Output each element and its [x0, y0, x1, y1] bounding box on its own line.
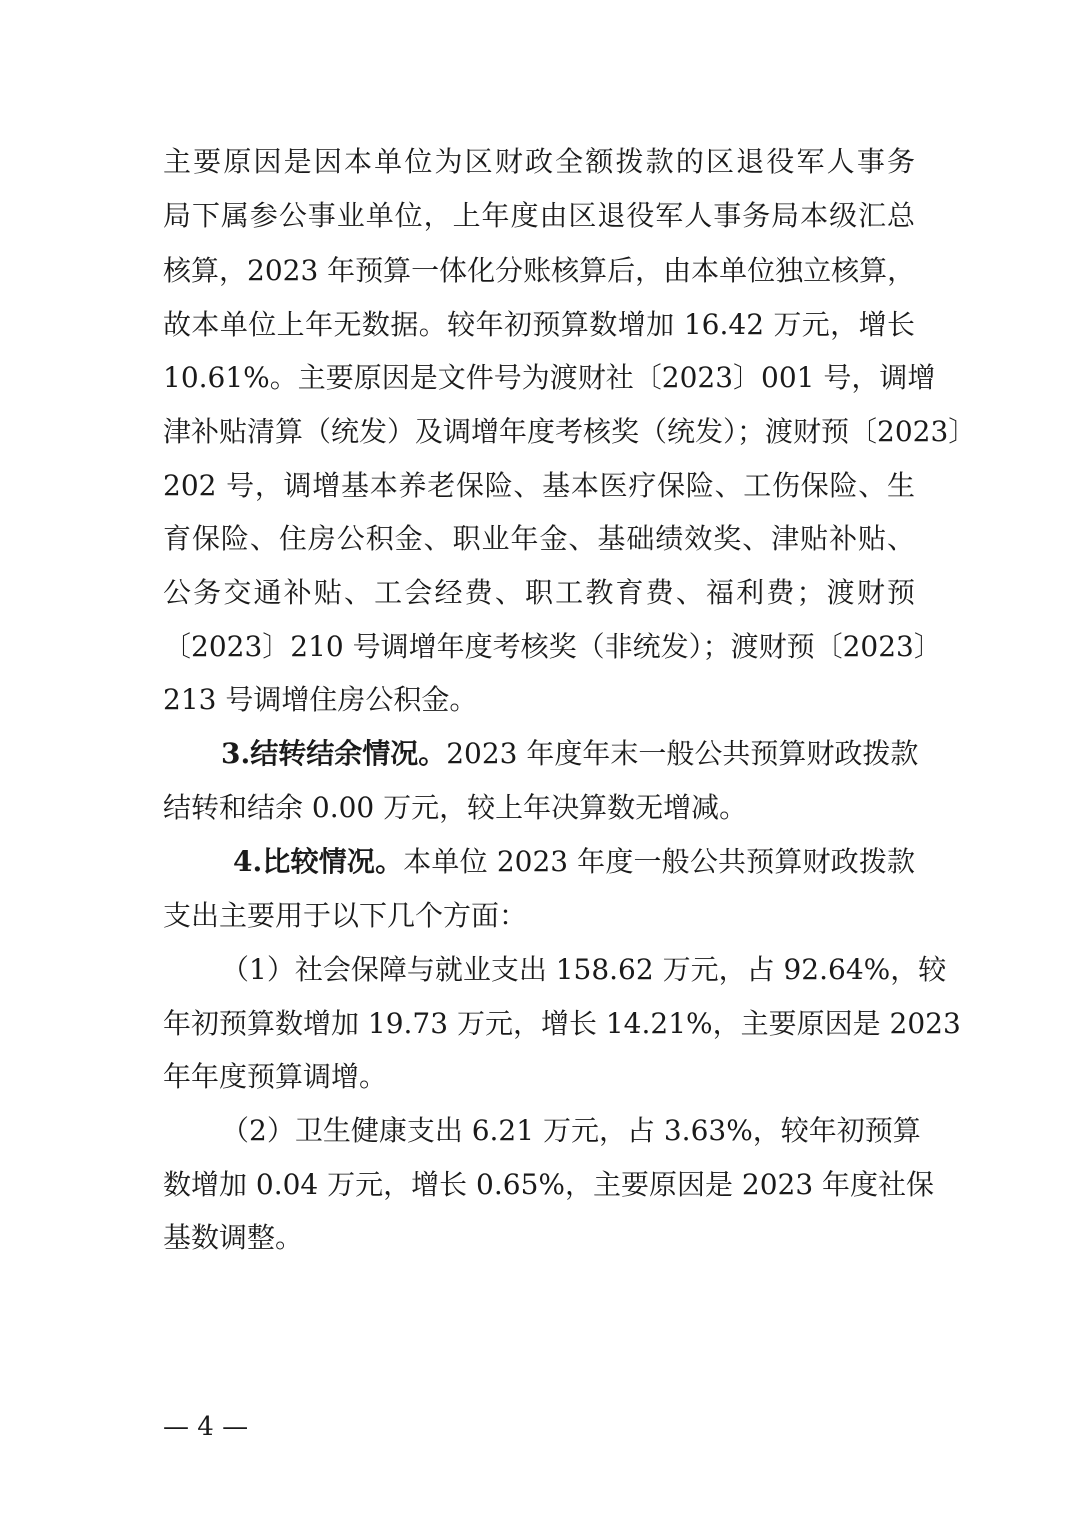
- section-4-text: 本单位 2023 年度一般公共预算财政拨款: [403, 845, 916, 878]
- paragraph-line: 〔2023〕210 号调增年度考核奖（非统发）；渡财预〔2023〕: [163, 630, 942, 663]
- page-number: — 4 —: [163, 1412, 249, 1442]
- paragraph-line: 202 号，调增基本养老保险、基本医疗保险、工伤保险、生: [163, 469, 915, 502]
- paragraph-line: 局下属参公事业单位，上年度由区退役军人事务局本级汇总: [163, 199, 915, 232]
- section-4-heading: 4.比较情况。: [233, 845, 404, 878]
- paragraph-line: 公务交通补贴、工会经费、职工教育费、福利费；渡财预: [163, 576, 915, 609]
- paragraph-line: 核算，2023 年预算一体化分账核算后，由本单位独立核算，: [163, 254, 916, 287]
- item-1-line: 年初预算数增加 19.73 万元，增长 14.21%，主要原因是 2023: [163, 1007, 961, 1040]
- paragraph-line: 213 号调增住房公积金。: [163, 683, 478, 716]
- section-3-line: [221, 734, 919, 774]
- item-2-line: 基数调整。: [163, 1221, 304, 1254]
- section-3-heading: 3.结转结余情况。: [221, 737, 447, 770]
- item-2-line: （2）卫生健康支出 6.21 万元，占 3.63%，较年初预算: [221, 1114, 921, 1147]
- item-1-line: 年年度预算调增。: [163, 1060, 388, 1093]
- section-3-text: 2023 年度年末一般公共预算财政拨款: [446, 737, 919, 770]
- paragraph-line: 育保险、住房公积金、职业年金、基础绩效奖、津贴补贴、: [163, 522, 915, 555]
- paragraph-line: 故本单位上年无数据。较年初预算数增加 16.42 万元，增长: [163, 308, 915, 341]
- item-2-line: 数增加 0.04 万元，增长 0.65%，主要原因是 2023 年度社保: [163, 1168, 935, 1201]
- paragraph-line: 津补贴清算（统发）及调增年度考核奖（统发）；渡财预〔2023〕: [163, 415, 977, 448]
- item-1-line: （1）社会保障与就业支出 158.62 万元，占 92.64%，较: [221, 953, 947, 986]
- section-3-line: 结转和结余 0.00 万元，较上年决算数无增减。: [163, 791, 748, 824]
- section-4-line: [233, 842, 915, 882]
- paragraph-line: 主要原因是因本单位为区财政全额拨款的区退役军人事务: [163, 145, 915, 178]
- paragraph-line: 10.61%。主要原因是文件号为渡财社〔2023〕001 号，调增: [163, 361, 936, 394]
- section-4-line: 支出主要用于以下几个方面：: [163, 899, 528, 932]
